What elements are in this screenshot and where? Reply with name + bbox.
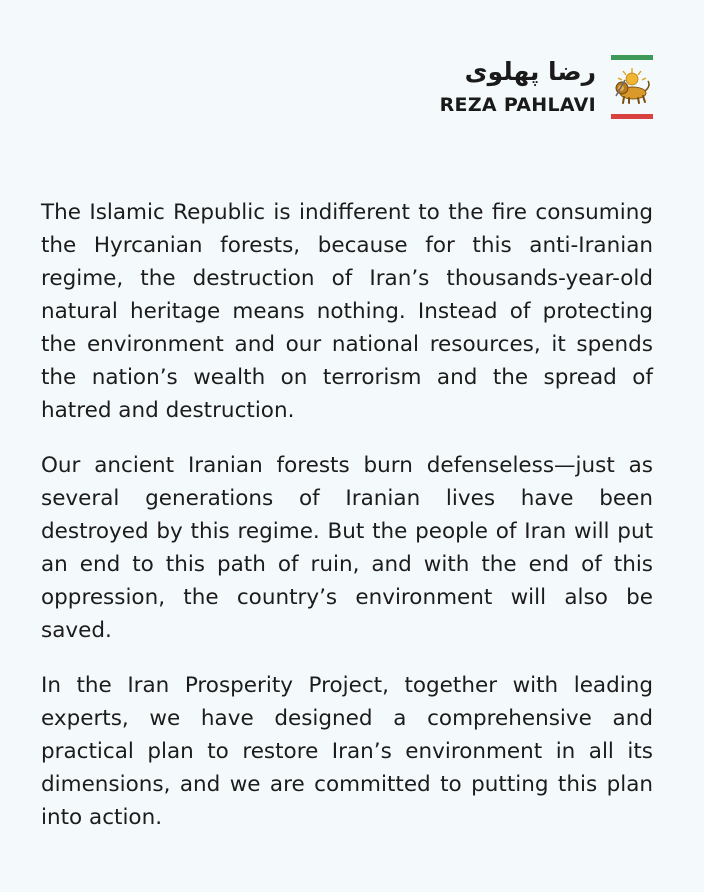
emblem xyxy=(611,52,653,120)
name-latin: REZA PAHLAVI xyxy=(439,94,596,116)
statement-paragraph-3: In the Iran Prosperity Project, together with leading experts, we have designed a comprehensive and practical plan to restore Iran’s environment in all its dimensions, and we are committed to putting this plan into action. xyxy=(41,673,653,830)
header-logo xyxy=(440,52,653,120)
statement-paragraph-2: Our ancient Iranian forests burn defenseless—just as several generations of Iranian lives have been destroyed by this regime. But the people of Iran will put an end to this path of ruin, and with the end of this oppression, the country’s environment will also be saved. xyxy=(41,453,653,643)
lion-and-sun-icon xyxy=(612,66,652,106)
name-persian: رضا پهلوی xyxy=(464,57,596,86)
green-stripe xyxy=(611,55,653,60)
name-block xyxy=(440,52,596,120)
red-stripe xyxy=(611,114,653,119)
statement-paragraph-1: The Islamic Republic is indifferent to the fire consuming the Hyrcanian forests, because for this anti-Iranian regime, the destruction of Iran’s thousands-year-old natural heritage means nothing. Instead of protecting the environment and our national resources, it spends the nation’s wealth on terrorism and the spread of hatred and destruction. xyxy=(41,200,653,423)
statement-body xyxy=(41,196,653,856)
